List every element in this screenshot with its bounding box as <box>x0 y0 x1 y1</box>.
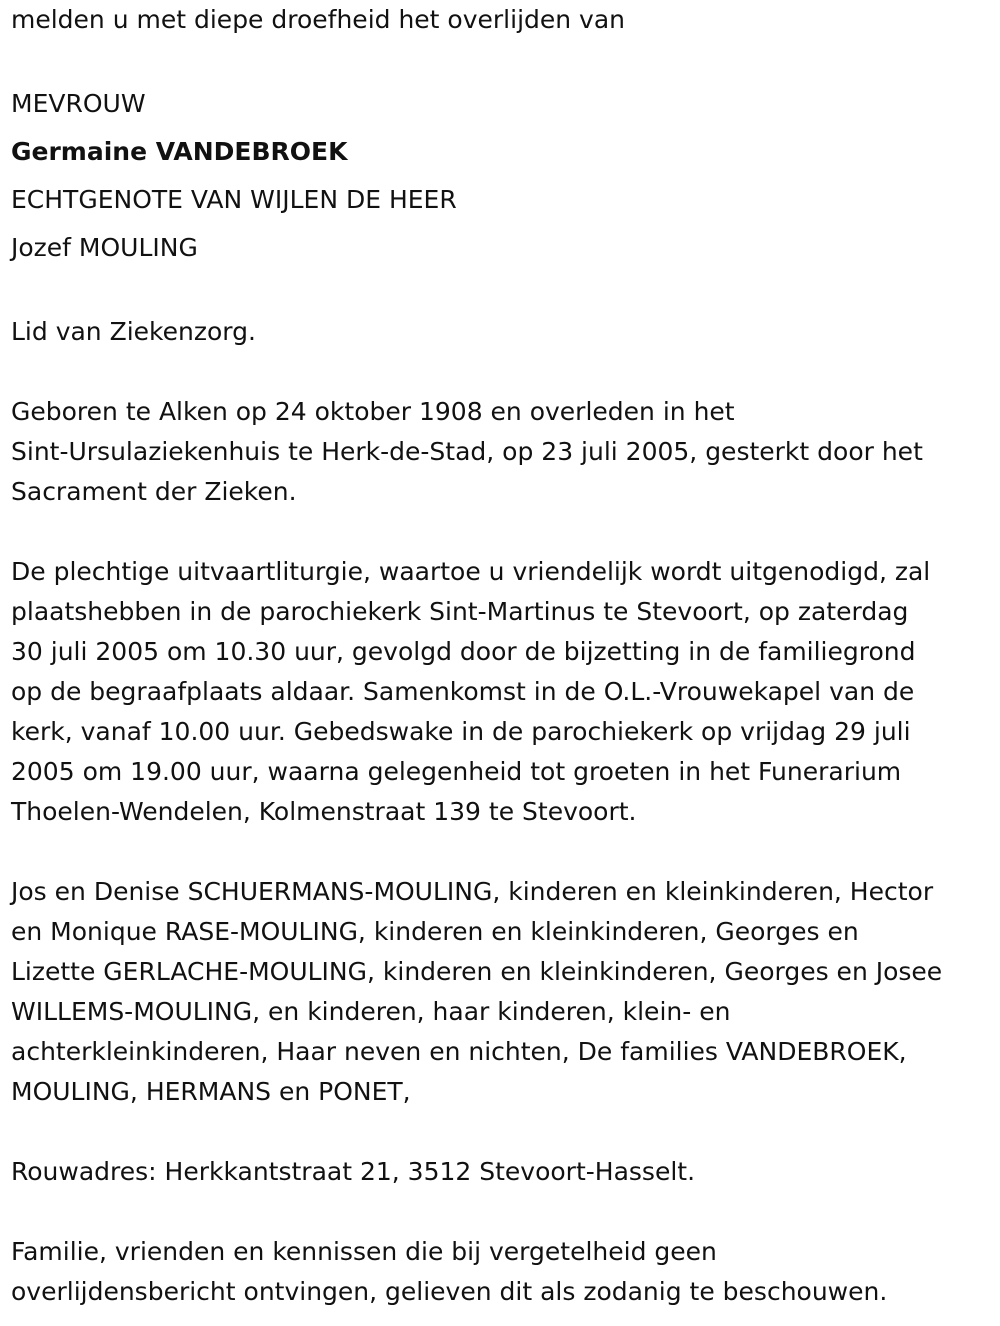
membership-text: Lid van Ziekenzorg. <box>11 317 256 346</box>
paragraph-line: MOULING, HERMANS en PONET, <box>11 1077 411 1106</box>
paragraph-line: Thoelen-Wendelen, Kolmenstraat 139 te Stevoort. <box>11 797 637 826</box>
paragraph-line: Jos en Denise SCHUERMANS-MOULING, kinderen en kleinkinderen, Hector <box>11 877 934 906</box>
paragraph-line: op de begraafplaats aldaar. Samenkomst in de O.L.-Vrouwekapel van de <box>11 677 915 706</box>
spacer <box>11 512 991 552</box>
spacer <box>11 272 991 312</box>
paragraph-line: Geboren te Alken op 24 oktober 1908 en overleden in het <box>11 397 735 426</box>
paragraph-line: Lizette GERLACHE-MOULING, kinderen en kleinkinderen, Georges en Josee <box>11 957 943 986</box>
paragraph-line: plaatshebben in de parochiekerk Sint-Martinus te Stevoort, op zaterdag <box>11 597 909 626</box>
birth-death-paragraph <box>11 392 991 512</box>
paragraph-line: Familie, vrienden en kennissen die bij vergetelheid geen <box>11 1237 717 1266</box>
paragraph-line: overlijdensbericht ontvingen, gelieven dit als zodanig te beschouwen. <box>11 1277 888 1306</box>
paragraph-line: 2005 om 19.00 uur, waarna gelegenheid tot groeten in het Funerarium <box>11 757 902 786</box>
mourning-address: Rouwadres: Herkkantstraat 21, 3512 Stevoort-Hasselt. <box>11 1157 696 1186</box>
spacer <box>11 1112 991 1152</box>
spouse-label: ECHTGENOTE VAN WIJLEN DE HEER <box>11 185 457 214</box>
paragraph-line: De plechtige uitvaartliturgie, waartoe u vriendelijk wordt uitgenodigd, zal <box>11 557 931 586</box>
spacer <box>11 1192 991 1232</box>
deceased-name: Germaine VANDEBROEK <box>11 137 348 166</box>
paragraph-line: en Monique RASE-MOULING, kinderen en kleinkinderen, Georges en <box>11 917 859 946</box>
spouse-name: Jozef MOULING <box>11 233 198 262</box>
paragraph-line: kerk, vanaf 10.00 uur. Gebedswake in de parochiekerk op vrijdag 29 juli <box>11 717 911 746</box>
paragraph-line: Sint-Ursulaziekenhuis te Herk-de-Stad, op 23 juli 2005, gesterkt door het <box>11 437 923 466</box>
paragraph-line: 30 juli 2005 om 10.30 uur, gevolgd door de bijzetting in de familiegrond <box>11 637 916 666</box>
paragraph-line: Sacrament der Zieken. <box>11 477 297 506</box>
funeral-paragraph <box>11 552 991 832</box>
paragraph-line: WILLEMS-MOULING, en kinderen, haar kinderen, klein- en <box>11 997 731 1026</box>
closing-paragraph <box>11 1232 991 1312</box>
family-paragraph <box>11 872 991 1112</box>
spacer <box>11 40 991 80</box>
intro-text: melden u met diepe droefheid het overlijden van <box>11 5 626 34</box>
spacer <box>11 352 991 392</box>
obituary-document <box>11 0 991 1312</box>
title-prefix: MEVROUW <box>11 89 146 118</box>
spacer <box>11 832 991 872</box>
paragraph-line: achterkleinkinderen, Haar neven en nichten, De families VANDEBROEK, <box>11 1037 907 1066</box>
